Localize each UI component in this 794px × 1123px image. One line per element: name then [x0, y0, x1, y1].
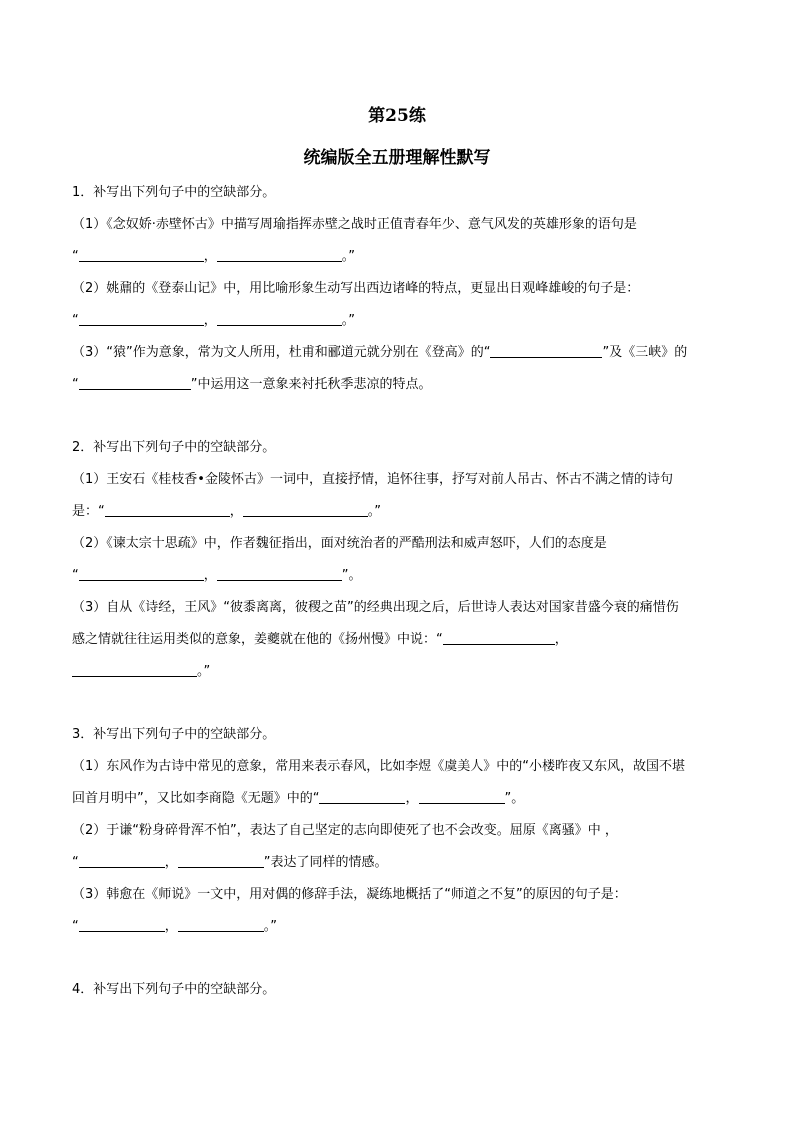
question-text: （1）王安石《桂枝香•金陵怀古》一词中，直接抒情，追怀往事，抒写对前人吊古、怀古不满之情的诗句	[72, 472, 673, 487]
answer-blank[interactable]	[72, 662, 197, 677]
answer-line: “ ， ”。	[72, 568, 362, 583]
answer-line: “ ， ”表达了同样的情感。	[72, 855, 388, 870]
answer-blank[interactable]	[79, 853, 165, 868]
question-text: 回首月明中”，又比如李商隐《无题》中的“ ， ”。	[72, 791, 525, 806]
section-heading: 3．补写出下列句子中的空缺部分。	[72, 727, 276, 742]
question-section-2	[72, 432, 727, 688]
section-heading: 2．补写出下列句子中的空缺部分。	[72, 440, 276, 455]
answer-blank[interactable]	[217, 247, 342, 262]
document-title: 第25练	[368, 106, 426, 126]
section-heading: 4．补写出下列句子中的空缺部分。	[72, 982, 276, 997]
answer-blank[interactable]	[443, 630, 555, 645]
question-section-1	[72, 177, 727, 401]
answer-blank[interactable]	[217, 311, 342, 326]
answer-line: 是：“ ， 。”	[72, 504, 382, 519]
question-text: （2）于谦“粉身碎骨浑不怕”，表达了自己坚定的志向即使死了也不会改变。屈原《离骚》中 ，	[72, 823, 618, 838]
section-heading: 1．补写出下列句子中的空缺部分。	[72, 185, 276, 200]
answer-blank[interactable]	[79, 247, 204, 262]
document-content	[72, 177, 727, 1006]
answer-line: “ ， 。”	[72, 919, 278, 934]
answer-blank[interactable]	[79, 566, 204, 581]
document-subtitle: 统编版全五册理解性默写	[303, 148, 491, 168]
answer-line: “ ， 。”	[72, 313, 356, 328]
answer-blank[interactable]	[490, 343, 602, 358]
question-text: （2）姚鼐的《登泰山记》中，用比喻形象生动写出西边诸峰的特点，更显出日观峰雄峻的句子是：	[72, 281, 640, 296]
answer-blank[interactable]	[105, 502, 230, 517]
answer-blank[interactable]	[79, 917, 165, 932]
question-section-4	[72, 974, 727, 1006]
answer-blank[interactable]	[319, 789, 405, 804]
answer-line: “ ， 。”	[72, 249, 356, 264]
question-text: （3）自从《诗经，王风》“彼黍离离，彼稷之苗”的经典出现之后，后世诗人表达对国家昔盛今衰的痛惜伤	[72, 600, 679, 615]
question-text: 感之情就往往运用类似的意象，姜夔就在他的《扬州慢》中说：“ ，	[72, 632, 568, 647]
answer-blank[interactable]	[243, 502, 368, 517]
answer-blank[interactable]	[178, 917, 264, 932]
answer-line: 。”	[72, 656, 727, 688]
answer-blank[interactable]	[217, 566, 342, 581]
answer-blank[interactable]	[79, 375, 191, 390]
question-text: （3）“猿”作为意象，常为文人所用，杜甫和郦道元就分别在《登高》的“ ”及《三峡》的	[72, 345, 688, 360]
question-text: （3）韩愈在《师说》一文中，用对偶的修辞手法，凝练地概括了“师道之不复”的原因的句子是：	[72, 887, 627, 902]
answer-line: “ ”中运用这一意象来衬托秋季悲凉的特点。	[72, 377, 432, 392]
answer-blank[interactable]	[419, 789, 505, 804]
answer-blank[interactable]	[178, 853, 264, 868]
question-text: （1）东风作为古诗中常见的意象，常用来表示春风，比如李煜《虞美人》中的“小楼昨夜又东风，故国不堪	[72, 759, 686, 774]
question-section-3	[72, 719, 727, 943]
question-text: （1）《念奴娇·赤壁怀古》中描写周瑜指挥赤壁之战时正值青春年少、意气风发的英雄形象的语句是	[72, 217, 637, 232]
answer-blank[interactable]	[79, 311, 204, 326]
question-text: （2）《谏太宗十思疏》中，作者魏征指出，面对统治者的严酷刑法和威声怒吓，人们的态度是	[72, 536, 607, 551]
